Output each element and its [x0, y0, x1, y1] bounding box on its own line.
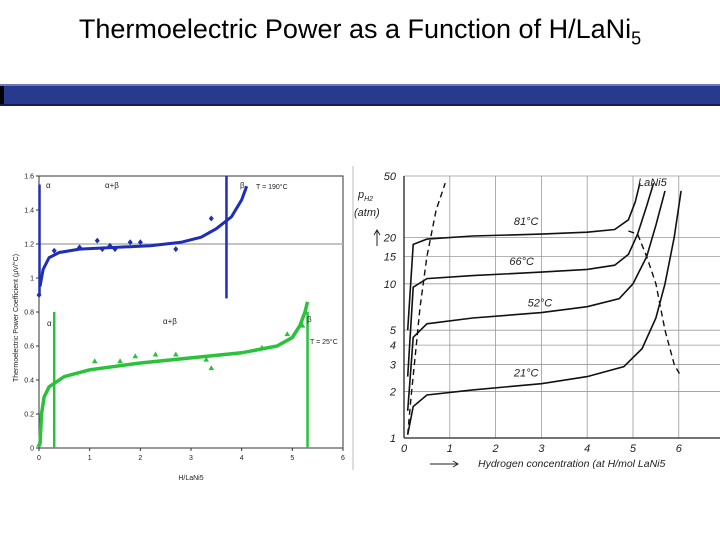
y-tick-label: 5	[389, 325, 396, 338]
isotherm-label: 52°C	[527, 297, 553, 310]
y-tick-label: 1.6	[24, 173, 34, 181]
lower-phase-alpha-beta: α+β	[163, 317, 177, 326]
slide-title	[0, 14, 720, 49]
lower-temperature-label: T = 25°C	[310, 339, 338, 346]
isotherm-label: 66°C	[509, 256, 534, 269]
y-tick-label: 2	[389, 386, 396, 399]
thermoelectric-chart	[10, 158, 350, 488]
slide-title-sub: 5	[631, 28, 642, 49]
x-tick-label: 5	[629, 443, 637, 455]
x-tick-label: 3	[189, 455, 193, 462]
upper-phase-alpha: α	[46, 181, 51, 190]
compound-label: LaNi5	[638, 177, 667, 189]
x-tick-label: 0	[37, 455, 41, 462]
x-tick-label: 3	[538, 443, 545, 455]
y-tick-label: 50	[383, 171, 396, 183]
pressure-chart-background	[350, 158, 720, 478]
left-y-axis-label: Thermoelectric Power Coefficient (μV/°C)	[13, 253, 20, 383]
lower-phase-alpha: α	[47, 319, 52, 328]
y-tick-label: 0.8	[24, 309, 34, 317]
pressure-y-label: $p_{H2}$	[358, 189, 374, 203]
isotherm-label: 81°C	[513, 216, 539, 229]
y-tick-label: 0.2	[24, 411, 34, 419]
y-tick-label: 1	[30, 275, 34, 283]
x-tick-label: 6	[341, 455, 345, 462]
y-tick-label: 1.2	[24, 241, 34, 249]
x-tick-label: 4	[584, 443, 591, 455]
upper-temperature-label: T = 190°C	[256, 184, 288, 191]
y-tick-label: 20	[383, 232, 396, 245]
slide-title-main: Thermoelectric Power as a Function of H/LaNi	[78, 14, 632, 44]
x-tick-label: 1	[446, 443, 453, 455]
y-tick-label: 0	[30, 445, 34, 453]
left-x-axis-label: H/LaNi5	[178, 475, 204, 482]
x-tick-label: 5	[290, 455, 295, 462]
y-tick-label: 1	[389, 433, 396, 445]
title-divider-bar	[0, 84, 720, 106]
lower-phase-beta: β	[307, 315, 312, 324]
y-tick-label: 10	[383, 278, 396, 291]
x-tick-label: 2	[138, 455, 143, 462]
thermoelectric-chart-background	[10, 158, 350, 488]
pressure-x-label: Hydrogen concentration (at H/mol LaNi5	[478, 458, 666, 470]
x-tick-label: 2	[492, 443, 499, 455]
upper-phase-alpha-beta: α+β	[105, 181, 119, 190]
x-tick-label: 0	[400, 443, 408, 455]
pressure-y-unit: (atm)	[354, 207, 380, 219]
y-tick-label: 0.4	[24, 377, 34, 385]
x-tick-label: 6	[675, 443, 682, 455]
y-tick-label: 1.4	[24, 207, 34, 215]
upper-phase-beta: β	[240, 181, 245, 190]
y-tick-label: 3	[389, 359, 396, 372]
y-tick-label: 4	[389, 340, 396, 353]
x-tick-label: 1	[87, 455, 92, 462]
y-tick-label: 15	[383, 251, 396, 264]
title-divider-cap	[0, 86, 4, 104]
x-tick-label: 4	[239, 455, 244, 462]
isotherm-label: 21°C	[513, 367, 539, 380]
y-tick-label: 0.6	[24, 343, 34, 351]
pressure-isotherm-chart	[350, 158, 720, 478]
